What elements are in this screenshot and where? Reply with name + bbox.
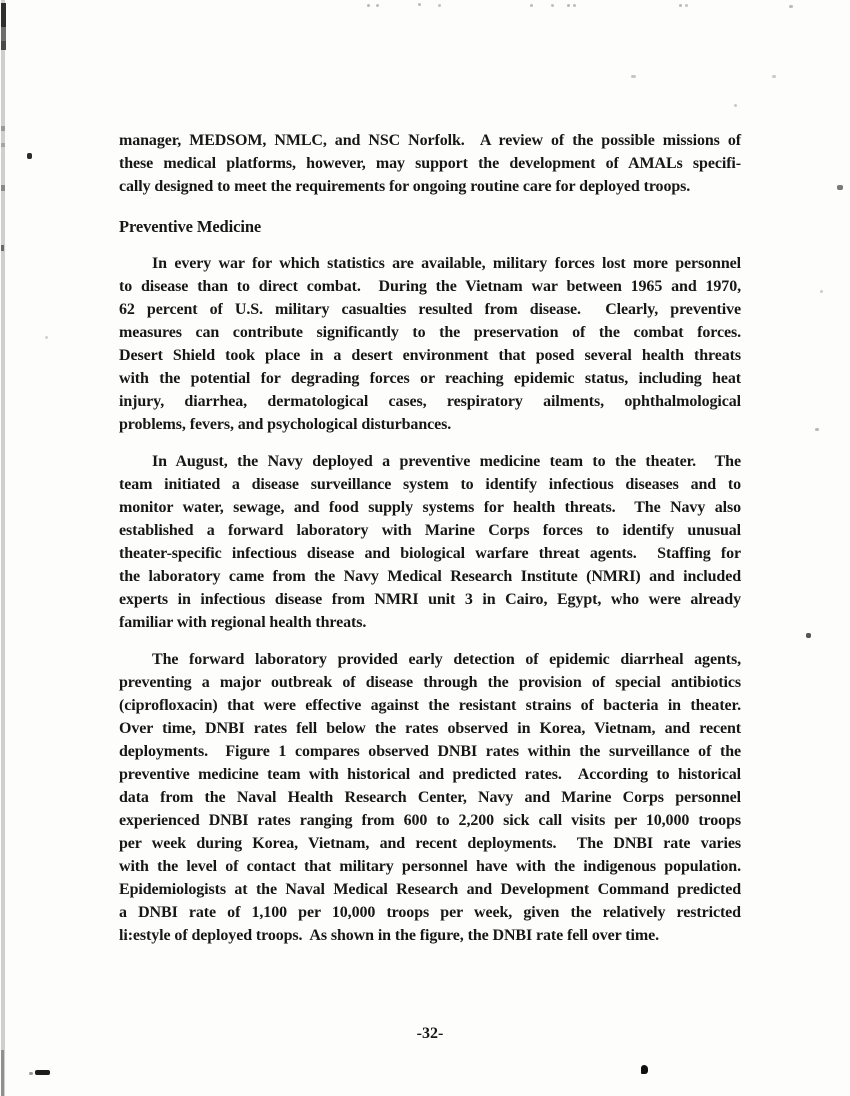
text-line: manager, MEDSOM, NMLC, and NSC Norfolk. A review of the possible missions of [119,132,741,149]
text-line: data from the Naval Health Research Center, Navy and Marine Corps personnel [119,789,741,806]
text-line: with the level of contact that military personnel have with the indigenous population. [119,858,741,875]
scan-speck [734,104,737,107]
scan-speck [567,4,570,7]
text-line: experienced DNBI rates ranging from 600 to 2,200 sick call visits per 10,000 troops [119,812,741,829]
scan-speck [367,4,370,7]
scan-speck [820,290,823,293]
scan-edge-tick [1,143,5,147]
scan-edge-dark-segment [1,3,6,27]
text-line: li:estyle of deployed troops. As shown in the figure, the DNBI rate fell over time. [119,927,659,944]
text-line: monitor water, sewage, and food supply systems for health threats. The Navy also [119,499,741,516]
scan-speck [376,4,379,7]
scan-speck [27,153,32,159]
scan-speck [530,4,533,7]
scan-speck [806,633,811,638]
scan-speck [679,4,682,7]
text-line: Desert Shield took place in a desert environment that posed several health threats [119,347,741,364]
scan-edge-tick [1,126,5,131]
intro-paragraph [119,129,741,198]
scan-speck [789,5,793,8]
scan-speck [438,4,441,7]
text-line: established a forward laboratory with Marine Corps forces to identify unusual [119,522,741,539]
text-line: The forward laboratory provided early detection of epidemic diarrheal agents, [152,651,741,668]
text-line: a DNBI rate of 1,100 per 10,000 troops per week, given the relatively restricted [119,904,741,921]
scan-edge-tick [1,185,5,191]
page-body [119,129,741,947]
paragraph-disease-statistics [119,252,741,436]
text-line: per week during Korea, Vietnam, and recent deployments. The DNBI rate varies [119,835,741,852]
scan-dash-mark [29,1072,33,1075]
text-line: familiar with regional health threats. [119,614,367,631]
text-line: preventing a major outbreak of disease through the provision of special antibiotics [119,674,741,691]
text-line: 62 percent of U.S. military casualties resulted from disease. Clearly, preventive [119,301,741,318]
paragraph-preventive-team [119,450,741,634]
scan-speck [815,428,819,431]
scan-edge-segment [1,27,6,41]
text-line: Over time, DNBI rates fell below the rates observed in Korea, Vietnam, and recent [119,720,741,737]
text-line: deployments. Figure 1 compares observed DNBI rates within the surveillance of the [119,743,741,760]
text-line: preventive medicine team with historical and predicted rates. According to historical [119,766,741,783]
scan-edge-bottom-segment [1,1050,4,1096]
text-line: injury, diarrhea, dermatological cases, respiratory ailments, ophthalmological [119,393,741,410]
text-line: theater-specific infectious disease and biological warfare threat agents. Staffing for [119,545,741,562]
paragraph-forward-laboratory [119,648,741,947]
scan-speck [45,336,48,339]
text-line: measures can contribute significantly to the preservation of the combat forces. [119,324,741,341]
scan-edge-strip [1,0,5,1096]
text-line: these medical platforms, however, may support the development of AMALs specifi- [119,155,741,172]
page-number: -32- [416,1025,444,1042]
scan-speck [631,75,636,78]
text-line: In August, the Navy deployed a preventive medicine team to the theater. The [152,453,741,470]
text-line: the laboratory came from the Navy Medical Research Institute (NMRI) and included [119,568,741,585]
text-line: (ciprofloxacin) that were effective against the resistant strains of bacteria in theater. [119,697,741,714]
text-line: In every war for which statistics are available, military forces lost more personnel [152,255,741,272]
scan-speck [418,3,421,6]
scan-speck [685,4,688,7]
scan-edge-segment [1,41,6,50]
scan-edge-tick [1,245,4,251]
text-line: Epidemiologists at the Naval Medical Research and Development Command predicted [119,881,741,898]
scan-dash-mark [35,1070,50,1075]
scan-speck [837,185,843,190]
scan-speck [551,4,554,7]
text-line: with the potential for degrading forces or reaching epidemic status, including heat [119,370,741,387]
text-line: problems, fevers, and psychological disturbances. [119,416,452,433]
text-line: team initiated a disease surveillance system to identify infectious diseases and to [119,476,741,493]
text-line: to disease than to direct combat. During the Vietnam war between 1965 and 1970, [119,278,741,295]
text-line: experts in infectious disease from NMRI unit 3 in Cairo, Egypt, who were already [119,591,741,608]
scan-speck [573,4,576,7]
section-heading: Preventive Medicine [119,217,262,236]
scan-speck [772,75,776,78]
text-line: cally designed to meet the requirements for ongoing routine care for deployed troops. [119,178,691,195]
scan-speck [641,1065,648,1074]
